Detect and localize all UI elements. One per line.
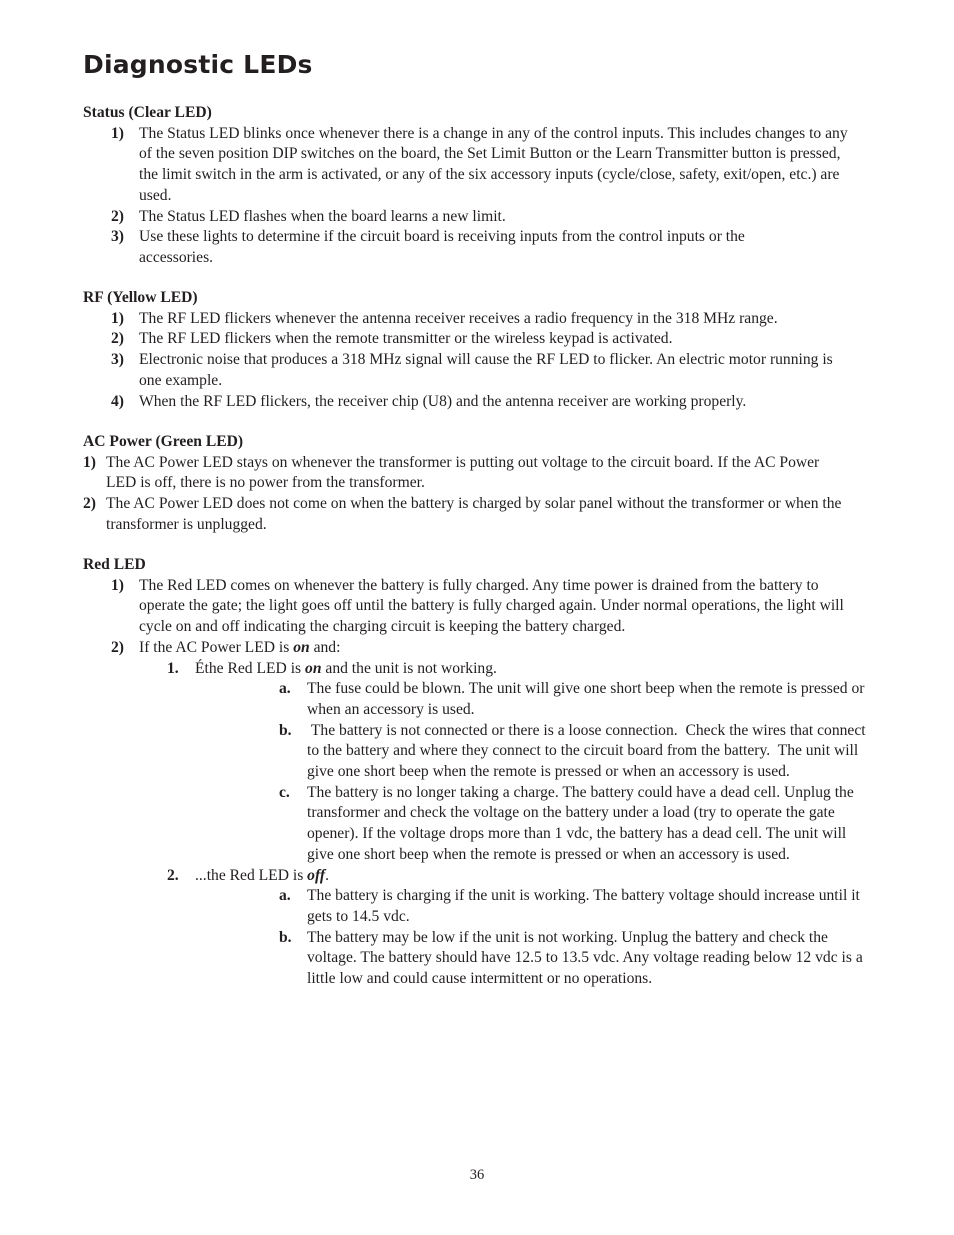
item-number: 3) xyxy=(111,351,124,369)
item-number: 2) xyxy=(83,495,96,513)
sub-list-item xyxy=(83,659,883,680)
item-number: 3) xyxy=(111,228,124,246)
page-title: Diagnostic LEDs xyxy=(83,50,313,79)
section-red-led xyxy=(83,555,883,990)
item-text: The AC Power LED stays on whenever the transformer is putting out voltage to the circuit board. If the AC Power LED is off, there is no power from the transformer. xyxy=(106,453,820,492)
sub-sub-list-item xyxy=(83,783,883,866)
list-item xyxy=(83,329,883,350)
item-text: The battery is not connected or there is a loose connection. Check the wires that connect to the battery and where they connect to the circuit board from the battery. The unit will give one short beep when the remote is pressed or when an accessory is used. xyxy=(307,721,870,781)
section-ac-power xyxy=(83,432,883,536)
item-letter: a. xyxy=(279,680,291,698)
item-text: When the RF LED flickers, the receiver chip (U8) and the antenna receiver are working properly. xyxy=(139,392,747,410)
item-number: 1) xyxy=(111,309,124,327)
list-item xyxy=(83,453,883,494)
item-number: 2) xyxy=(111,330,124,348)
item-number: 2) xyxy=(111,638,124,656)
list-item xyxy=(83,124,883,207)
list-item xyxy=(83,309,883,330)
item-text: The battery is no longer taking a charge. The battery could have a dead cell. Unplug the transformer and check the voltage on the battery under a load (try to operate the gate opener). If the voltage drops more than 1 vdc, the battery has a dead cell. The unit will give one short beep when the remote is pressed or when an accessory is used. xyxy=(307,783,854,863)
list-item xyxy=(83,392,883,413)
sub-list-item xyxy=(83,866,883,887)
item-number: 1) xyxy=(83,453,96,471)
item-letter: b. xyxy=(279,721,292,739)
item-text: The RF LED flickers whenever the antenna receiver receives a radio frequency in the 318 MHz range. xyxy=(139,309,778,327)
item-text: The fuse could be blown. The unit will give one short beep when the remote is pressed or when an accessory is used. xyxy=(307,680,865,718)
item-text: If the AC Power LED is on and: xyxy=(139,638,341,656)
item-text: ...the Red LED is off. xyxy=(195,866,329,884)
section-heading: RF (Yellow LED) xyxy=(83,289,198,306)
item-text: The Red LED comes on whenever the battery is fully charged. Any time power is drained from the battery to operate the gate; the light goes off until the battery is fully charged again. Under normal operations, the light will cycle on and off indicating the charging circuit is keeping the battery charged. xyxy=(139,576,844,636)
item-number: 4) xyxy=(111,392,124,410)
item-text: The battery is charging if the unit is working. The battery voltage should increase until it gets to 14.5 vdc. xyxy=(307,887,860,925)
item-text: The Status LED blinks once whenever there is a change in any of the control inputs. This includes changes to any of the seven position DIP switches on the board, the Set Limit Button or the Learn Transmitter button is pressed, the limit switch in the arm is activated, or any of the six accessory inputs (cycle/close, safety, exit/open, etc.) are used. xyxy=(139,124,848,204)
item-number: 2. xyxy=(167,866,179,884)
item-number: 2) xyxy=(111,207,124,225)
list-item xyxy=(83,494,883,535)
item-text: The Status LED flashes when the board learns a new limit. xyxy=(139,207,506,225)
section-heading: Red LED xyxy=(83,556,146,573)
item-text: Use these lights to determine if the circuit board is receiving inputs from the control inputs or the accessories. xyxy=(139,228,745,266)
section-heading: Status (Clear LED) xyxy=(83,104,212,121)
item-text: Éthe Red LED is on and the unit is not working. xyxy=(195,659,497,677)
item-text: The battery may be low if the unit is not working. Unplug the battery and check the voltage. The battery should have 12.5 to 13.5 vdc. Any voltage reading below 12 vdc is a little low and could cause intermittent or no operations. xyxy=(307,928,863,988)
list-item xyxy=(83,350,883,391)
item-letter: b. xyxy=(279,928,292,946)
item-letter: c. xyxy=(279,783,290,801)
item-text: The AC Power LED does not come on when the battery is charged by solar panel without the transformer or when the transformer is unplugged. xyxy=(106,495,842,533)
item-number: 1) xyxy=(111,124,124,142)
item-letter: a. xyxy=(279,887,291,905)
sub-sub-list-item xyxy=(83,721,883,783)
page-number: 36 xyxy=(469,1167,485,1183)
list-item xyxy=(83,227,883,268)
item-number: 1) xyxy=(111,576,124,594)
sub-sub-list-item xyxy=(83,679,883,720)
item-text: Electronic noise that produces a 318 MHz signal will cause the RF LED to flicker. An electric motor running is one example. xyxy=(139,351,833,389)
section-heading: AC Power (Green LED) xyxy=(83,433,244,450)
section-rf xyxy=(83,288,883,412)
list-item xyxy=(83,576,883,638)
item-text: The RF LED flickers when the remote transmitter or the wireless keypad is activated. xyxy=(139,330,673,348)
sub-sub-list-item xyxy=(83,886,883,927)
list-item xyxy=(83,638,883,659)
list-item xyxy=(83,207,883,228)
section-status xyxy=(83,103,883,269)
sub-sub-list-item xyxy=(83,928,883,990)
item-number: 1. xyxy=(167,659,179,677)
